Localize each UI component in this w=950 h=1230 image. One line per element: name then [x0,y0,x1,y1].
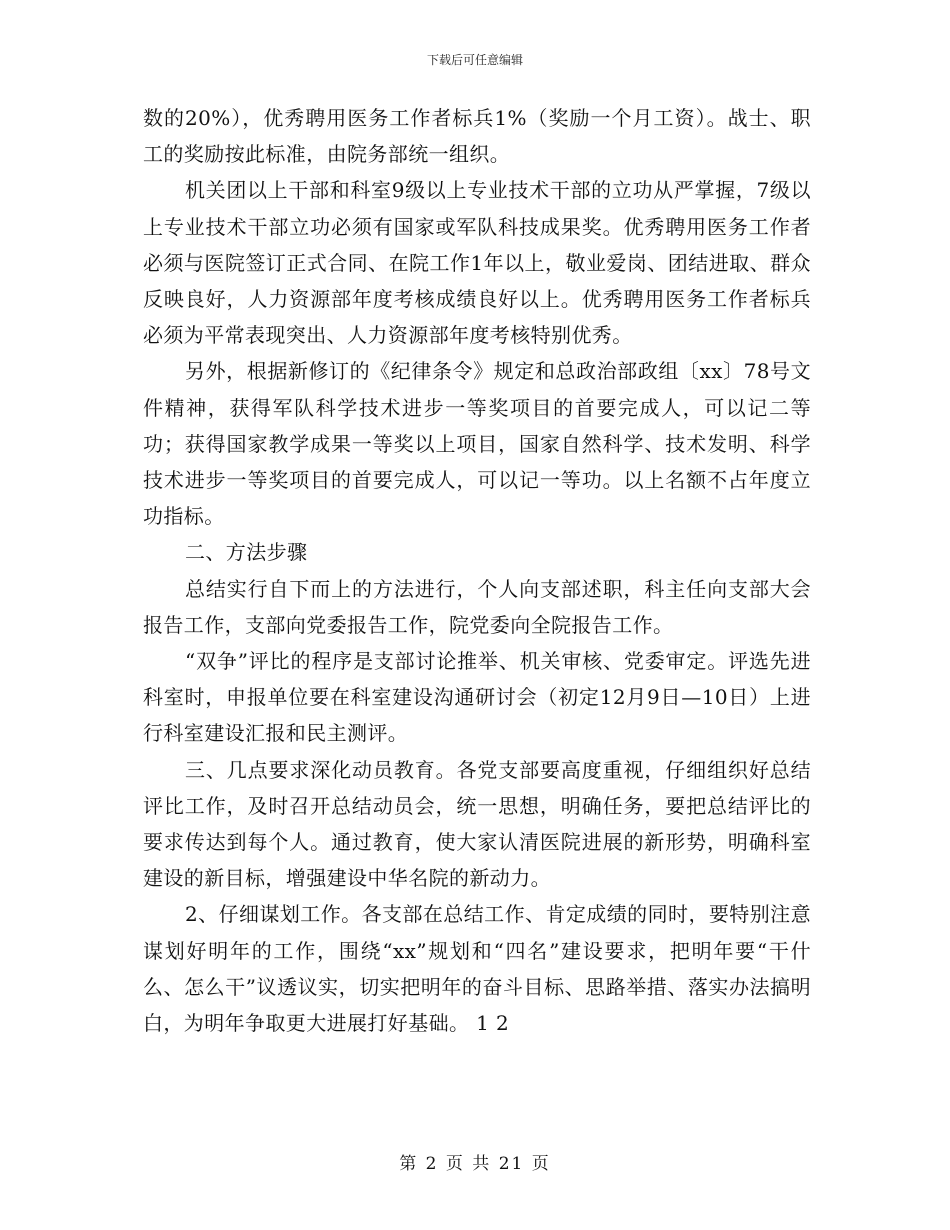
page-number: 第 2 页 共 21 页 [399,1154,551,1174]
paragraph-summary-method: 总结实行自下而上的方法进行，个人向支部述职，科主任向支部大会报告工作，支部向党委报告工作，院党委向全院报告工作。 [143,576,811,637]
section-heading-methods: 二、方法步骤 [185,540,308,565]
paragraph-additional-rules: 另外，根据新修订的《纪律条令》规定和总政治部政组〔xx〕78号文件精神，获得军队科学技术进步一等奖项目的首要完成人，可以记二等功；获得国家教学成果一等奖以上项目，国家自然科学、技术发明、科学技术进步一等奖项目的首要完成人，可以记一等功。以上名额不占年度立功指标。 [143,359,811,529]
paragraph-planning: 2、仔细谋划工作。各支部在总结工作、肯定成绩的同时，要特别注意谋划好明年的工作，围绕“xx”规划和“四名”建设要求，把明年要“干什么、怎么干”议透议实，切实把明年的奋斗目标、思路举措、落实办法搞明白，为明年争取更大进展打好基础。 1 2 [143,902,811,1036]
paragraph-reward-standard: 数的20%），优秀聘用医务工作者标兵1%（奖励一个月工资）。战士、职工的奖励按此标准，由院务部统一组织。 [143,106,811,167]
page-header: 下载后可任意编辑 [426,53,523,67]
paragraph-merit-criteria: 机关团以上干部和科室9级以上专业技术干部的立功从严掌握，7级以上专业技术干部立功必须有国家或军队科技成果奖。优秀聘用医务工作者必须与医院签订正式合同、在院工作1年以上，敬业爱岗、团结进取、群众反映良好，人力资源部年度考核成绩良好以上。优秀聘用医务工作者标兵必须为平常表现突出、人力资源部年度考核特别优秀。 [143,178,811,348]
document-body [143,100,811,1041]
paragraph-requirements: 三、几点要求深化动员教育。各党支部要高度重视，仔细组织好总结评比工作，及时召开总结动员会，统一思想，明确任务，要把总结评比的要求传达到每个人。通过教育，使大家认清医院进展的新形势，明确科室建设的新目标，增强建设中华名院的新动力。 [143,757,811,891]
paragraph-evaluation-procedure: “双争”评比的程序是支部讨论推举、机关审核、党委审定。评选先进科室时，申报单位要在科室建设沟通研讨会（初定12月9日—10日）上进行科室建设汇报和民主测评。 [143,649,811,746]
